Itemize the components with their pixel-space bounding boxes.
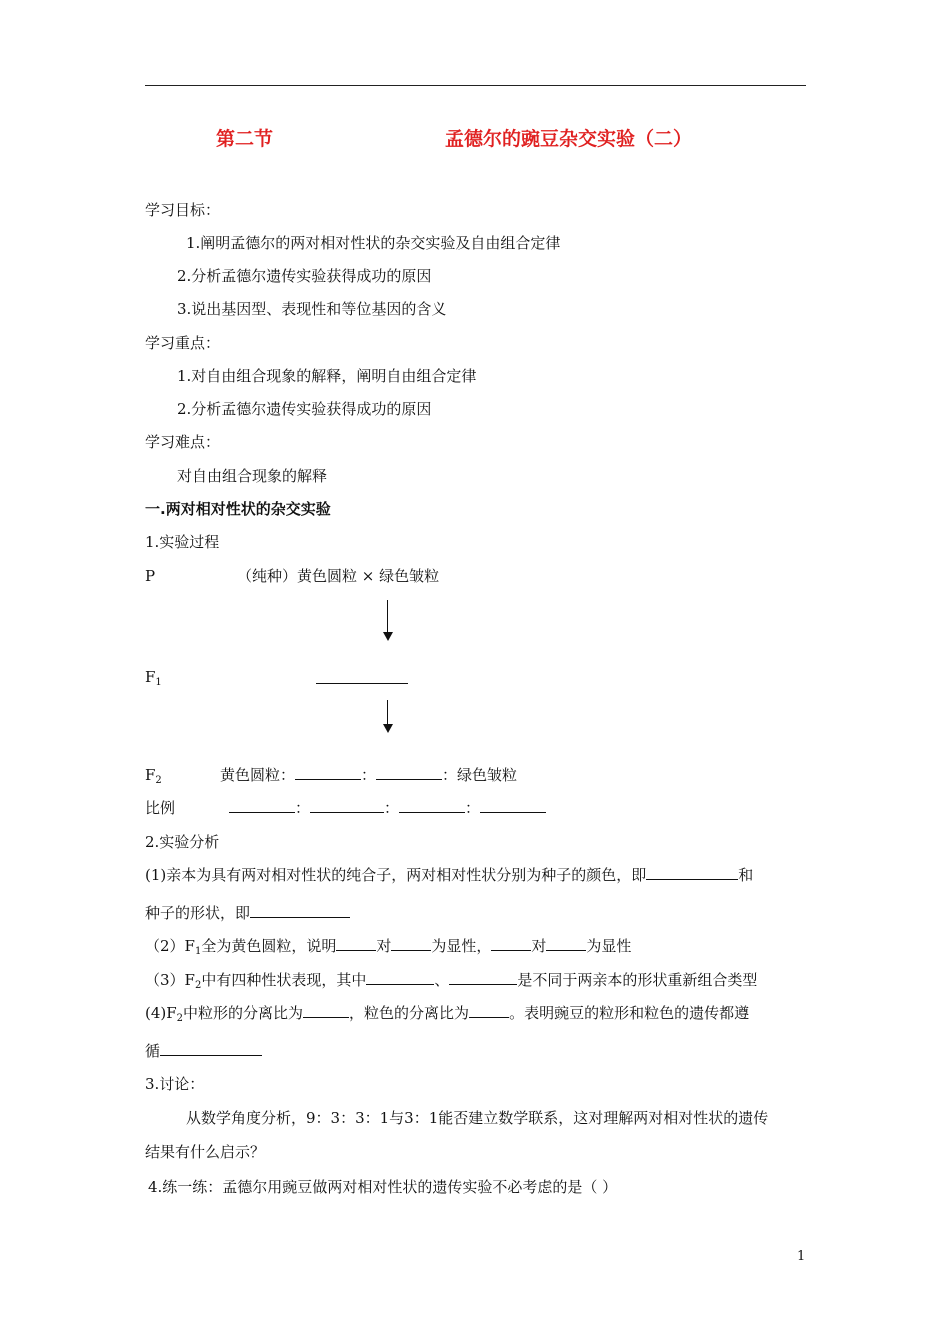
page-number: 1 xyxy=(797,1249,806,1264)
q1-blank[interactable] xyxy=(250,903,350,918)
analysis-heading: 2.实验分析 xyxy=(145,833,220,851)
analysis-q1: (1)亲本为具有两对相对性状的纯合子，两对相对性状分别为种子的颜色，即 和 xyxy=(145,866,754,884)
q4-blank[interactable] xyxy=(160,1041,262,1056)
q3-blank[interactable] xyxy=(449,970,517,985)
f1-label: $F_1$ xyxy=(145,668,162,688)
ratio-blank[interactable] xyxy=(229,798,295,813)
discussion-line: 结果有什么启示？ xyxy=(145,1143,266,1161)
q2-blank[interactable] xyxy=(336,936,376,951)
objective-item: 3.说出基因型、表现性和等位基因的含义 xyxy=(177,300,447,318)
p-generation-cross: （纯种）黄色圆粒 × 绿色皱粒 xyxy=(237,567,440,585)
q2-blank[interactable] xyxy=(491,936,531,951)
key-points-heading: 学习重点： xyxy=(145,334,221,352)
f2-blank[interactable] xyxy=(295,765,361,780)
objective-item: 2.分析孟德尔遗传实验获得成功的原因 xyxy=(177,267,432,285)
page-title: 孟德尔的豌豆杂交实验（二） xyxy=(445,128,693,150)
ratio-blank[interactable] xyxy=(399,798,465,813)
q2-blank[interactable] xyxy=(546,936,586,951)
ratio-row: ： ： ： xyxy=(229,798,546,818)
section-number: 第二节 xyxy=(216,128,274,150)
f2-label: $F_2$ xyxy=(145,766,162,786)
analysis-q3: $(3)F_2$中有四种性状表现，其中 、 是不同于两亲本的形状重新组合类型 xyxy=(145,971,758,991)
f2-phenotype-row: 黄色圆粒： ： ：绿色皱粒 xyxy=(220,766,518,784)
key-point-item: 1.对自由组合现象的解释，阐明自由组合定律 xyxy=(177,367,477,385)
ratio-label: 比例 xyxy=(145,799,176,817)
q1-blank[interactable] xyxy=(646,865,738,880)
process-heading: 1.实验过程 xyxy=(145,533,220,551)
q3-blank[interactable] xyxy=(366,970,434,985)
objective-item: 1.阐明孟德尔的两对相对性状的杂交实验及自由组合定律 xyxy=(186,234,561,252)
q4-blank[interactable] xyxy=(303,1003,349,1018)
practice-question: 4.练一练：孟德尔用豌豆做两对相对性状的遗传实验不必考虑的是（ ） xyxy=(148,1178,618,1196)
analysis-q4: $(4)F_2$中粒形的分离比为 ，粒色的分离比为 。表明豌豆的粒形和粒色的遗传都遵 xyxy=(145,1004,750,1024)
ratio-blank[interactable] xyxy=(480,798,546,813)
difficulties-text: 对自由组合现象的解释 xyxy=(177,467,328,485)
q4-blank[interactable] xyxy=(469,1003,509,1018)
arrowhead-icon xyxy=(383,632,393,641)
analysis-q1-cont: 种子的形状，即 xyxy=(145,903,350,923)
key-point-item: 2.分析孟德尔遗传实验获得成功的原因 xyxy=(177,400,432,418)
arrow-down-icon xyxy=(387,700,388,726)
discussion-heading: 3.讨论： xyxy=(145,1075,205,1093)
analysis-q4-cont: 循 xyxy=(145,1041,262,1061)
q2-blank[interactable] xyxy=(391,936,431,951)
discussion-line: 从数学角度分析，9：3：3：1与3：1能否建立数学联系，这对理解两对相对性状的遗传 xyxy=(186,1109,769,1127)
f1-blank[interactable] xyxy=(316,683,408,684)
f2-blank[interactable] xyxy=(376,765,442,780)
ratio-blank[interactable] xyxy=(310,798,384,813)
header-rule xyxy=(145,85,806,86)
section-heading: 一.两对相对性状的杂交实验 xyxy=(145,500,331,518)
difficulties-heading: 学习难点： xyxy=(145,433,221,451)
objectives-heading: 学习目标： xyxy=(145,201,221,219)
analysis-q2: $(2)F_1$全为黄色圆粒，说明 对 为显性， 对 为显性 xyxy=(145,937,632,957)
p-generation-label: P xyxy=(145,567,156,585)
arrow-down-icon xyxy=(387,600,388,634)
arrowhead-icon xyxy=(383,724,393,733)
